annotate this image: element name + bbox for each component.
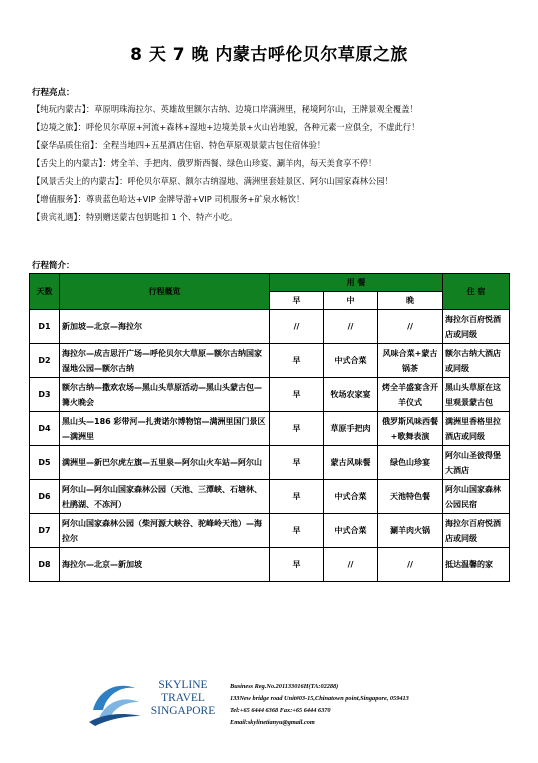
breakfast-cell: 早 xyxy=(270,548,324,582)
day-cell: D8 xyxy=(30,548,60,582)
dinner-cell: 俄罗斯风味西餐+歌舞表演 xyxy=(378,412,443,446)
address: 133New bridge road Unit#03-15,Chinatown point,Singapore, 059413 xyxy=(230,695,409,702)
highlight-key: 【风景舌尖上的内蒙古】： xyxy=(32,176,128,186)
header-lunch: 中 xyxy=(324,292,378,310)
day-cell: D2 xyxy=(30,344,60,378)
header-dinner: 晚 xyxy=(378,292,443,310)
header-overview: 行程概览 xyxy=(60,274,270,310)
lunch-cell: 草原手把肉 xyxy=(324,412,378,446)
day-cell: D1 xyxy=(30,310,60,344)
highlight-key: 【边境之旅】： xyxy=(32,122,86,132)
overview-cell: 阿尔山国家森林公园（柴河源大峡谷、驼峰岭天池）—海拉尔 xyxy=(60,514,270,548)
lunch-cell: 蒙古风味餐 xyxy=(324,446,378,480)
dinner-cell: 涮羊肉火锅 xyxy=(378,514,443,548)
highlight-value: 呼伦贝尔草原+河流+森林+湿地+边境美景+火山岩地貌，各种元素一应俱全，不虚此行！ xyxy=(85,122,420,132)
highlight-key: 【贵宾礼遇】： xyxy=(32,212,86,222)
overview-cell: 阿尔山—阿尔山国家森林公园（天池、三潭峡、石塘林、杜鹃湖、不冻河） xyxy=(60,480,270,514)
email: Email:skylinetianyu@gmail.com xyxy=(230,719,315,726)
overview-cell: 满洲里—新巴尔虎左旗—五里泉—阿尔山火车站—阿尔山 xyxy=(60,446,270,480)
day-cell: D4 xyxy=(30,412,60,446)
table-row xyxy=(30,344,510,378)
breakfast-cell: 早 xyxy=(270,446,324,480)
dinner-cell: // xyxy=(378,548,443,582)
hotel-cell: 阿尔山国家森林公园民宿 xyxy=(443,480,510,514)
table-row xyxy=(30,514,510,548)
highlight-item xyxy=(32,118,522,136)
business-reg: Business Reg.No.201133016H(TA:02288) xyxy=(230,683,339,690)
table-row xyxy=(30,480,510,514)
header-meals: 用 餐 xyxy=(270,274,443,292)
dinner-cell: // xyxy=(378,310,443,344)
table-row xyxy=(30,378,510,412)
itinerary-label: 行程简介： xyxy=(32,261,75,271)
highlight-key: 【舌尖上的内蒙古】： xyxy=(32,158,111,168)
dinner-cell: 天池特色餐 xyxy=(378,480,443,514)
brand-name xyxy=(137,679,229,718)
header-hotel: 住 宿 xyxy=(443,274,510,310)
hotel-cell: 海拉尔百府悦酒店或同级 xyxy=(443,514,510,548)
lunch-cell: // xyxy=(324,548,378,582)
brand-line-2: TRAVEL xyxy=(161,692,205,704)
brand-line-1: SKYLINE xyxy=(158,679,208,691)
hotel-cell: 黑山头草原在这里观景蒙古包 xyxy=(443,378,510,412)
highlight-item xyxy=(32,154,522,172)
footer xyxy=(85,675,485,735)
highlight-key: 【豪华品质住宿】： xyxy=(32,140,103,150)
overview-cell: 海拉尔—北京—新加坡 xyxy=(60,548,270,582)
highlights-list xyxy=(32,100,522,226)
breakfast-cell: 早 xyxy=(270,514,324,548)
lunch-cell: 牧场农家宴 xyxy=(324,378,378,412)
dinner-cell: 烤全羊盛宴含开羊仪式 xyxy=(378,378,443,412)
overview-cell: 额尔古纳—撒欢农场—黑山头草原活动—黑山头蒙古包—篝火晚会 xyxy=(60,378,270,412)
overview-cell: 黑山头—186 彩带河—扎赉诺尔博物馆—满洲里国门景区—满洲里 xyxy=(60,412,270,446)
contact-info xyxy=(230,681,409,729)
breakfast-cell: 早 xyxy=(270,480,324,514)
highlight-value: 全程当地四+五星酒店住宿、特色草原观景蒙古包住宿体验！ xyxy=(102,140,326,150)
table-row xyxy=(30,412,510,446)
dinner-cell: 风味合菜+蒙古锅茶 xyxy=(378,344,443,378)
highlight-item xyxy=(32,172,522,190)
table-row xyxy=(30,548,510,582)
highlight-item xyxy=(32,100,522,118)
header-day: 天数 xyxy=(30,274,60,310)
day-cell: D6 xyxy=(30,480,60,514)
table-row xyxy=(30,446,510,480)
breakfast-cell: 早 xyxy=(270,344,324,378)
highlight-value: 烤全羊、手把肉、俄罗斯西餐、绿色山珍宴、涮羊肉，每天美食享不停！ xyxy=(110,158,377,168)
hotel-cell: 满洲里香格里拉酒店或同级 xyxy=(443,412,510,446)
phone-fax: Tel:+65 6444 6368 Fax:+65 6444 6370 xyxy=(230,707,331,714)
hotel-cell: 海拉尔百府悦酒店或同级 xyxy=(443,310,510,344)
table-row xyxy=(30,310,510,344)
lunch-cell: 中式合菜 xyxy=(324,514,378,548)
lunch-cell: 中式合菜 xyxy=(324,344,378,378)
overview-cell: 海拉尔—成吉思汗广场—呼伦贝尔大草原—额尔古纳国家湿地公园—额尔古纳 xyxy=(60,344,270,378)
overview-cell: 新加坡—北京—海拉尔 xyxy=(60,310,270,344)
highlight-value: 尊贵蓝色哈达+VIP 金牌导游+VIP 司机服务+矿泉水畅饮！ xyxy=(85,194,305,204)
header-breakfast: 早 xyxy=(270,292,324,310)
dinner-cell: 绿色山珍宴 xyxy=(378,446,443,480)
day-cell: D7 xyxy=(30,514,60,548)
day-cell: D3 xyxy=(30,378,60,412)
highlight-value: 呼伦贝尔草原、额尔古纳湿地、满洲里套娃景区、阿尔山国家森林公园！ xyxy=(127,176,393,186)
hotel-cell: 抵达温馨的家 xyxy=(443,548,510,582)
highlight-item xyxy=(32,208,522,226)
breakfast-cell: 早 xyxy=(270,412,324,446)
highlights-label: 行程亮点： xyxy=(32,88,75,98)
skyline-logo-icon xyxy=(85,680,145,728)
highlight-item xyxy=(32,190,522,208)
brand-line-3: SINGAPORE xyxy=(150,705,216,717)
highlight-key: 【增值服务】： xyxy=(32,194,86,204)
highlight-key: 【纯玩内蒙古】： xyxy=(32,104,95,114)
highlight-value: 特别赠送蒙古包钥匙扣 1 个、特产小吃。 xyxy=(85,212,238,222)
itinerary-table xyxy=(29,273,510,582)
lunch-cell: 中式合菜 xyxy=(324,480,378,514)
breakfast-cell: // xyxy=(270,310,324,344)
page-title: 8 天 7 晚 内蒙古呼伦贝尔草原之旅 xyxy=(130,45,408,65)
hotel-cell: 额尔古纳大酒店或同级 xyxy=(443,344,510,378)
highlight-value: 草原明珠海拉尔、英雄故里额尔古纳、边境口岸满洲里，秘境阿尔山，王牌景观全覆盖！ xyxy=(94,104,418,114)
highlight-item xyxy=(32,136,522,154)
lunch-cell: // xyxy=(324,310,378,344)
breakfast-cell: 早 xyxy=(270,378,324,412)
day-cell: D5 xyxy=(30,446,60,480)
hotel-cell: 阿尔山圣彼得堡大酒店 xyxy=(443,446,510,480)
